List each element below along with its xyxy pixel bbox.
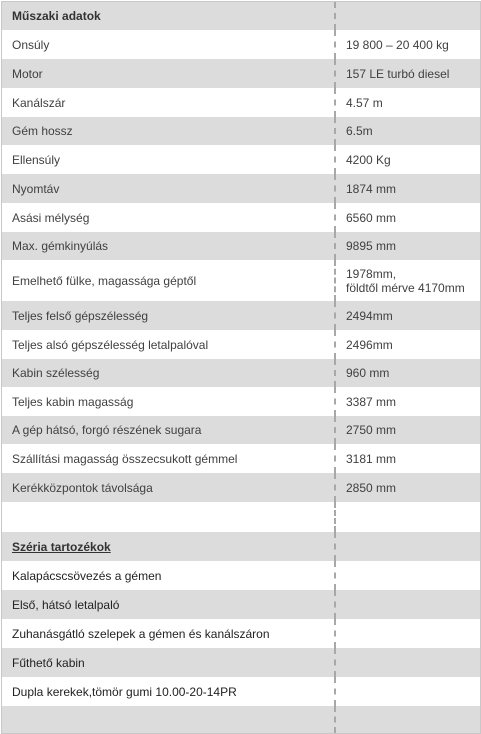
spec-value: 3387 mm (346, 394, 397, 409)
spec-label: Onsúly (2, 30, 336, 59)
table-row (2, 145, 480, 174)
table-row (2, 88, 480, 117)
specs-table (1, 1, 481, 734)
spec-label: Motor (2, 59, 336, 88)
spec-value: 4.57 m (346, 95, 383, 110)
list-item (2, 619, 480, 648)
accessory-label: Zuhanásgátló szelepek a gémen és kanálszáron (2, 619, 336, 648)
table-row (2, 30, 480, 59)
spec-label: Gém hossz (2, 117, 336, 145)
spec-value: 4200 Kg (346, 152, 391, 167)
spec-label: Teljes kabin magasság (2, 387, 336, 416)
table-row (2, 174, 480, 203)
table-row (2, 117, 480, 145)
table-row (2, 387, 480, 416)
specs-header: Műszaki adatok (2, 2, 336, 30)
spec-value-line2: földtől mérve 4170mm (346, 280, 465, 295)
spec-label: Asási mélység (2, 203, 336, 232)
spec-value: 2850 mm (346, 480, 397, 495)
spec-label: A gép hátsó, forgó részének sugara (2, 416, 336, 444)
spec-value: 1874 mm (346, 181, 397, 196)
table-row (2, 473, 480, 502)
spec-label: Emelhető fülke, magassága géptől (2, 260, 336, 301)
specs-header-empty (336, 2, 480, 30)
table-row (2, 59, 480, 88)
accessories-header-row (2, 532, 480, 561)
spec-value: 2496mm (346, 337, 393, 352)
spec-label: Teljes felső gépszélesség (2, 301, 336, 330)
table-row (2, 359, 480, 387)
spec-value-cell (336, 260, 480, 301)
spec-label: Szállítási magasság összecsukott gémmel (2, 444, 336, 473)
spec-label: Kabin szélesség (2, 359, 336, 387)
spec-value: 960 mm (346, 366, 390, 380)
table-row (2, 444, 480, 473)
table-row (2, 260, 480, 301)
accessory-label: Fűthető kabin (2, 648, 336, 677)
spec-value: 3181 mm (346, 451, 397, 466)
spec-value: 2494mm (346, 308, 393, 323)
accessory-label: Első, hátsó letalpaló (2, 590, 336, 619)
spacer-row (2, 502, 480, 532)
spec-label: Kanálszár (2, 88, 336, 117)
table-row (2, 232, 480, 260)
table-row (2, 203, 480, 232)
specs-header-row (2, 2, 480, 30)
spec-value: 9895 mm (346, 239, 397, 253)
table-row (2, 416, 480, 444)
list-item (2, 590, 480, 619)
spec-value: 1978mm, (346, 266, 397, 281)
table-row (2, 301, 480, 330)
accessories-header: Széria tartozékok (2, 532, 336, 561)
spec-value: 19 800 – 20 400 kg (346, 37, 449, 52)
spec-label: Teljes alsó gépszélesség letalpalóval (2, 330, 336, 359)
spec-label: Kerékközpontok távolsága (2, 473, 336, 502)
spacer-row (2, 706, 480, 733)
spec-value: 6560 mm (346, 210, 397, 225)
spec-label: Max. gémkinyúlás (2, 232, 336, 260)
list-item (2, 561, 480, 590)
list-item (2, 648, 480, 677)
accessory-label: Dupla kerekek,tömör gumi 10.00-20-14PR (2, 677, 336, 706)
list-item (2, 677, 480, 706)
spec-value: 2750 mm (346, 423, 397, 437)
table-row (2, 330, 480, 359)
spec-label: Ellensúly (2, 145, 336, 174)
spec-label: Nyomtáv (2, 174, 336, 203)
spec-value: 157 LE turbó diesel (346, 66, 450, 81)
accessory-label: Kalapácscsövezés a gémen (2, 561, 336, 590)
spec-value: 6.5m (346, 124, 373, 138)
